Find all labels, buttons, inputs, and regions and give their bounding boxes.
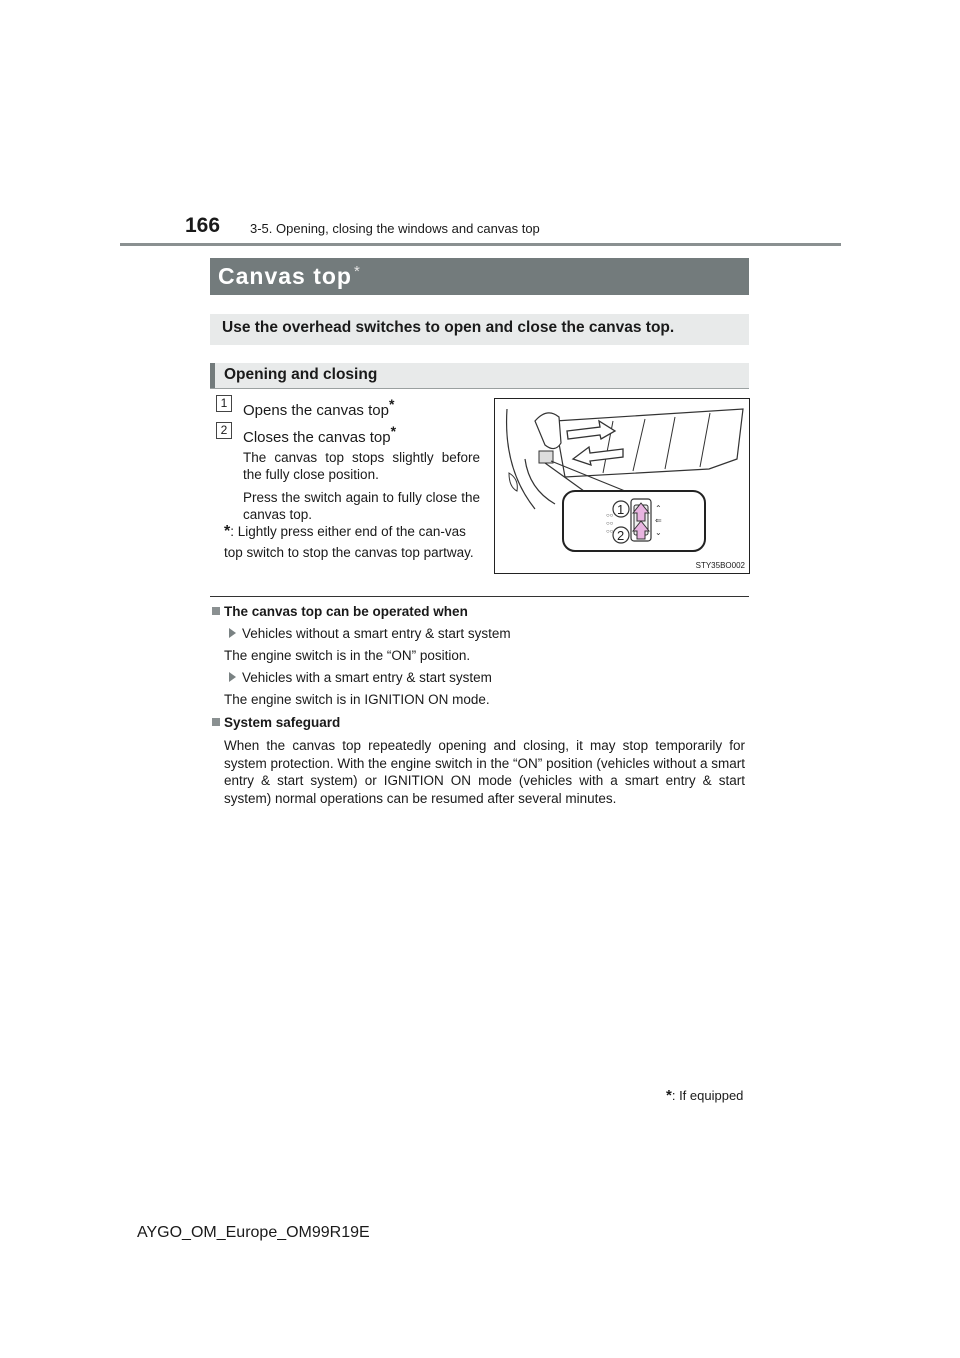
note-stop-position: The canvas top stops slightly before the fully close position. [243, 450, 480, 482]
overhead-switch-icon [539, 451, 553, 463]
svg-text:⇐: ⇐ [655, 516, 662, 525]
step-number-2: 2 [216, 422, 232, 439]
page-number: 166 [185, 214, 221, 237]
safeguard-heading: System safeguard [212, 715, 340, 730]
triangle-bullet-icon [229, 628, 236, 638]
operation-text-1: The engine switch is in the “ON” position. [224, 648, 471, 663]
operation-bullet-1: Vehicles without a smart entry & start system [229, 626, 511, 641]
document-footer: AYGO_OM_Europe_OM99R19E [137, 1224, 370, 1241]
callout-2: 2 [617, 528, 625, 543]
step-1-text: Opens the canvas top* [243, 396, 395, 419]
subsection-rule [210, 388, 749, 389]
svg-text:⌄: ⌄ [655, 528, 662, 537]
callout-1: 1 [617, 502, 625, 517]
triangle-bullet-icon [229, 672, 236, 682]
subsection-accent [210, 363, 215, 388]
subsection-title: Opening and closing [224, 366, 378, 383]
safeguard-text: When the canvas top repeatedly opening and closing, it may stop temporarily for system protection. With the engine switch in the “ON” position (vehicles without a smart entry & start system) or IGNITION ON mode (vehicles with a smart entry & start system) normal operations can be resumed after several minutes. [224, 738, 745, 806]
if-equipped-note: *: If equipped [666, 1087, 744, 1104]
asterisk-note: *: Lightly press either end of the can-vas top switch to stop the canvas top partway. [224, 523, 474, 560]
note-press-again: Press the switch again to fully close the canvas top. [243, 490, 480, 522]
header-divider [120, 243, 841, 246]
step-number-1: 1 [216, 395, 232, 412]
svg-text:○○: ○○ [606, 529, 614, 535]
page-title [218, 263, 361, 290]
figure-code: STY35BO002 [695, 561, 745, 570]
section-header: 3-5. Opening, closing the windows and canvas top [250, 221, 540, 236]
operation-text-2: The engine switch is in IGNITION ON mode. [224, 692, 490, 707]
square-bullet-icon [212, 607, 220, 615]
section-divider [210, 596, 749, 597]
step-2-text: Closes the canvas top* [243, 423, 397, 446]
square-bullet-icon [212, 718, 220, 726]
operation-heading: The canvas top can be operated when [212, 604, 468, 619]
canvas-top-switch-illustration [494, 398, 750, 574]
operation-bullet-2: Vehicles with a smart entry & start system [229, 670, 492, 685]
svg-text:○○: ○○ [606, 521, 614, 527]
title-star: * [353, 263, 361, 280]
svg-text:⌃: ⌃ [655, 504, 662, 513]
svg-text:○○: ○○ [606, 513, 614, 519]
summary-text: Use the overhead switches to open and close the canvas top. [222, 319, 675, 336]
switch-diagram [495, 399, 749, 573]
title-label: Canvas top [218, 263, 352, 289]
